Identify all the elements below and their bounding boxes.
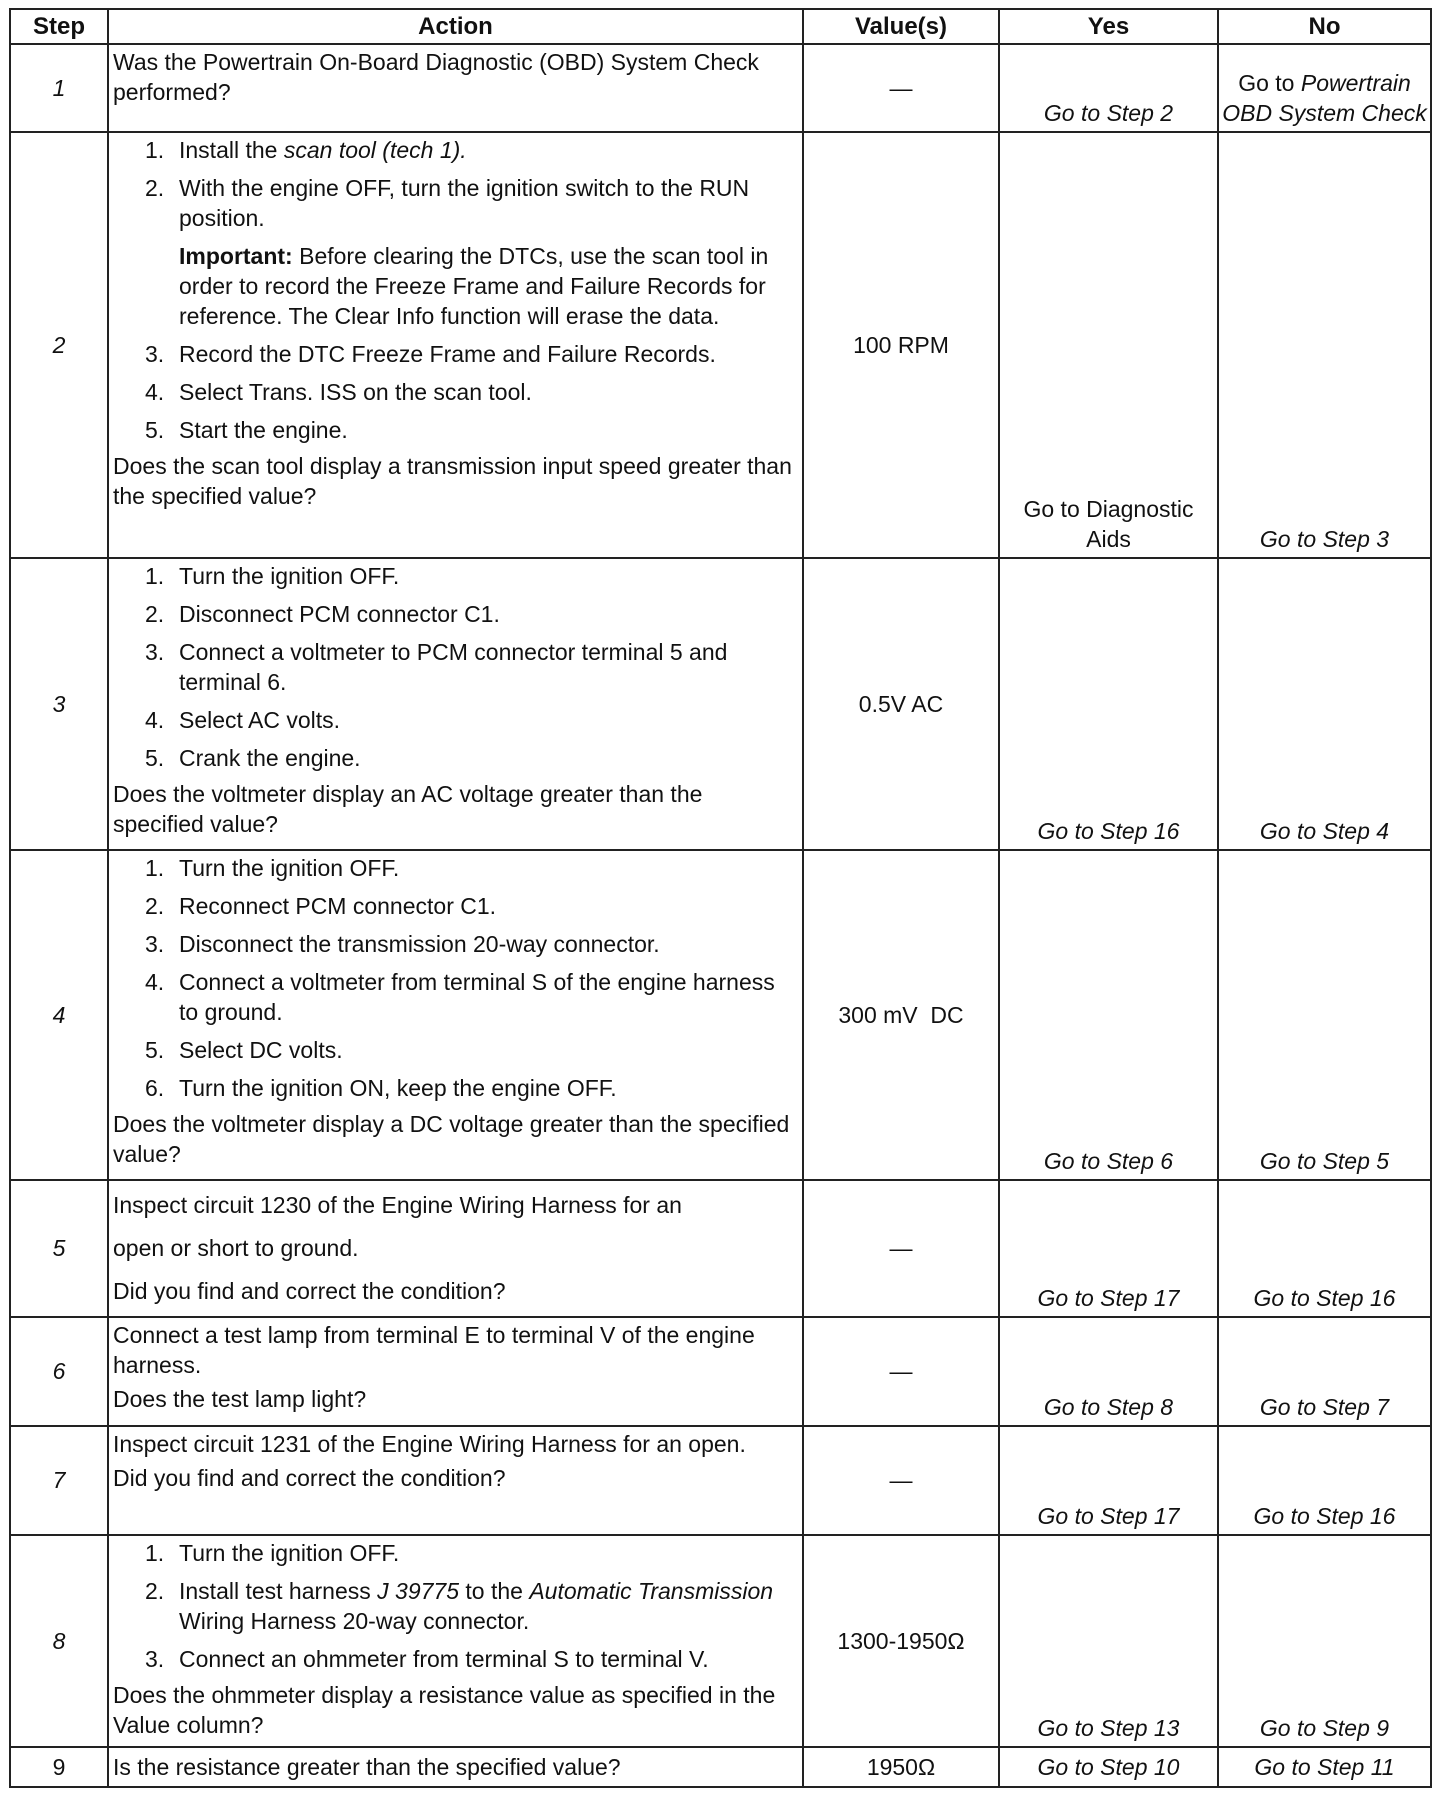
step-number: 3 — [10, 558, 108, 850]
action-text: Inspect circuit 1231 of the Engine Wiring Harness for an open. — [113, 1431, 746, 1457]
list-item — [113, 377, 794, 407]
yes-cell: Go to Step 17 — [999, 1426, 1218, 1535]
header-step: Step — [10, 9, 108, 44]
table-row — [10, 1317, 1431, 1426]
yes-cell: Go to Step 16 — [999, 558, 1218, 850]
item-number: 6. — [145, 1075, 165, 1101]
item-text: Select AC volts. — [179, 707, 341, 733]
item-text: Select DC volts. — [179, 1037, 343, 1063]
no-cell: Go to Step 9 — [1218, 1535, 1431, 1747]
item-text: Disconnect PCM connector C1. — [179, 601, 500, 627]
item-text: Record the DTC Freeze Frame and Failure Records. — [179, 341, 716, 367]
item-number: 5. — [145, 745, 165, 771]
table-row — [10, 1535, 1431, 1747]
step-number: 1 — [10, 44, 108, 132]
item-number: 1. — [145, 563, 165, 589]
no-cell: Go to Step 4 — [1218, 558, 1431, 850]
list-item — [113, 1644, 794, 1674]
item-text-italic: J 39775 — [377, 1578, 460, 1604]
action-question: Does the voltmeter display a DC voltage greater than the specified value? — [113, 1111, 790, 1167]
step-number: 7 — [10, 1426, 108, 1535]
action-list — [113, 561, 794, 773]
value-cell: 100 RPM — [803, 132, 999, 558]
action-line: open or short to ground. — [113, 1234, 359, 1261]
item-text: Wiring Harness 20-way connector. — [179, 1608, 530, 1634]
item-number: 2. — [145, 601, 165, 627]
header-no: No — [1218, 9, 1431, 44]
list-item — [113, 967, 794, 1027]
item-text: Connect an ohmmeter from terminal S to terminal V. — [179, 1646, 709, 1672]
list-item — [113, 1576, 794, 1636]
action-cell — [108, 558, 803, 850]
item-number: 4. — [145, 969, 165, 995]
item-number: 2. — [145, 1578, 165, 1604]
action-list — [113, 339, 794, 445]
step-number: 6 — [10, 1317, 108, 1426]
item-number: 1. — [145, 137, 165, 163]
item-text: Install the — [179, 137, 284, 163]
no-cell: Go to Step 3 — [1218, 132, 1431, 558]
no-cell — [1218, 44, 1431, 132]
no-cell: Go to Step 16 — [1218, 1180, 1431, 1317]
action-cell — [108, 132, 803, 558]
list-item — [113, 853, 794, 883]
action-question: Did you find and correct the condition? — [113, 1277, 506, 1304]
yes-cell: Go to Step 6 — [999, 850, 1218, 1180]
item-text: Turn the ignition OFF. — [179, 563, 400, 589]
value-cell: — — [803, 1180, 999, 1317]
list-item — [113, 705, 794, 735]
header-yes: Yes — [999, 9, 1218, 44]
list-item — [113, 1035, 794, 1065]
step-number: 9 — [10, 1747, 108, 1787]
item-number: 5. — [145, 1037, 165, 1063]
value-cell: 1300-1950Ω — [803, 1535, 999, 1747]
yes-cell: Go to Diagnostic Aids — [999, 132, 1218, 558]
table-row — [10, 1747, 1431, 1787]
header-action: Action — [108, 9, 803, 44]
list-item — [113, 561, 794, 591]
value-cell: 300 mV DC — [803, 850, 999, 1180]
action-cell — [108, 1535, 803, 1747]
action-question: Does the voltmeter display an AC voltage greater than the specified value? — [113, 781, 703, 837]
item-text: Turn the ignition OFF. — [179, 1540, 400, 1566]
action-question: Is the resistance greater than the specified value? — [113, 1753, 621, 1780]
action-list — [113, 853, 794, 1103]
item-text: Select Trans. ISS on the scan tool. — [179, 379, 532, 405]
action-question: Did you find and correct the condition? — [113, 1465, 506, 1491]
list-item — [113, 1538, 794, 1568]
item-text: Turn the ignition ON, keep the engine OFF. — [179, 1075, 617, 1101]
action-cell — [108, 850, 803, 1180]
yes-cell: Go to Step 17 — [999, 1180, 1218, 1317]
action-question: Does the test lamp light? — [113, 1386, 367, 1412]
value-cell: — — [803, 1426, 999, 1535]
value-cell: 1950Ω — [803, 1747, 999, 1787]
header-values: Value(s) — [803, 9, 999, 44]
header-row — [10, 9, 1431, 44]
no-cell: Go to Step 11 — [1218, 1747, 1431, 1787]
diagnostic-table-page — [9, 8, 1430, 1788]
value-cell: 0.5V AC — [803, 558, 999, 850]
action-question: Does the scan tool display a transmission input speed greater than the specified value? — [113, 453, 792, 509]
item-number: 2. — [145, 893, 165, 919]
item-text: Start the engine. — [179, 417, 348, 443]
action-list — [113, 1538, 794, 1674]
item-number: 3. — [145, 931, 165, 957]
item-text-italic: Automatic Transmission — [529, 1578, 774, 1604]
action-list — [113, 135, 794, 233]
no-link-text: Powertrain OBD System Check — [1222, 70, 1427, 126]
item-number: 1. — [145, 1540, 165, 1566]
step-number: 5 — [10, 1180, 108, 1317]
item-number: 3. — [145, 341, 165, 367]
action-cell — [108, 1426, 803, 1535]
list-item — [113, 339, 794, 369]
table-row — [10, 44, 1431, 132]
table-row — [10, 1426, 1431, 1535]
step-number: 2 — [10, 132, 108, 558]
list-item — [113, 599, 794, 629]
list-item — [113, 637, 794, 697]
list-item — [113, 891, 794, 921]
item-number: 4. — [145, 707, 165, 733]
action-cell — [108, 1180, 803, 1317]
item-number: 5. — [145, 417, 165, 443]
table-row — [10, 850, 1431, 1180]
value-cell: — — [803, 1317, 999, 1426]
no-cell: Go to Step 7 — [1218, 1317, 1431, 1426]
item-text: Install test harness — [179, 1578, 378, 1604]
item-number: 4. — [145, 379, 165, 405]
action-question: Was the Powertrain On-Board Diagnostic (OBD) System Check performed? — [113, 49, 759, 105]
list-item — [113, 1073, 794, 1103]
item-number: 1. — [145, 855, 165, 881]
value-cell: — — [803, 44, 999, 132]
no-prefix: Go to — [1238, 70, 1301, 96]
action-line: Inspect circuit 1230 of the Engine Wiring Harness for an — [113, 1191, 682, 1218]
list-item — [113, 135, 794, 165]
item-text-italic: scan tool (tech 1). — [283, 137, 467, 163]
list-item — [113, 743, 794, 773]
table-row — [10, 558, 1431, 850]
yes-cell: Go to Step 8 — [999, 1317, 1218, 1426]
yes-cell: Go to Step 2 — [999, 44, 1218, 132]
yes-cell: Go to Step 13 — [999, 1535, 1218, 1747]
yes-cell: Go to Step 10 — [999, 1747, 1218, 1787]
item-text: to the — [459, 1578, 530, 1604]
no-cell: Go to Step 16 — [1218, 1426, 1431, 1535]
item-text: With the engine OFF, turn the ignition switch to the RUN position. — [179, 175, 750, 231]
action-cell — [108, 1317, 803, 1426]
item-number: 2. — [145, 175, 165, 201]
item-number: 3. — [145, 1646, 165, 1672]
action-question: Does the ohmmeter display a resistance value as specified in the Value column? — [113, 1682, 776, 1738]
list-item — [113, 415, 794, 445]
table-row — [10, 1180, 1431, 1317]
item-text: Crank the engine. — [179, 745, 361, 771]
item-text: Disconnect the transmission 20-way connector. — [179, 931, 660, 957]
step-number: 8 — [10, 1535, 108, 1747]
diagnostic-table — [9, 8, 1432, 1788]
action-cell — [108, 1747, 803, 1787]
no-cell: Go to Step 5 — [1218, 850, 1431, 1180]
table-row — [10, 132, 1431, 558]
important-note — [113, 241, 794, 331]
item-text: Reconnect PCM connector C1. — [179, 893, 497, 919]
important-label: Important: — [179, 243, 293, 269]
list-item — [113, 173, 794, 233]
item-number: 3. — [145, 639, 165, 665]
step-number: 4 — [10, 850, 108, 1180]
action-cell — [108, 44, 803, 132]
item-text: Connect a voltmeter to PCM connector terminal 5 and terminal 6. — [179, 639, 728, 695]
important-text: Before clearing the DTCs, use the scan tool in order to record the Freeze Frame and Failure Records for reference. The Clear Info function will erase the data. — [179, 243, 769, 329]
action-text: Connect a test lamp from terminal E to terminal V of the engine harness. — [113, 1322, 755, 1378]
item-text: Turn the ignition OFF. — [179, 855, 400, 881]
item-text: Connect a voltmeter from terminal S of the engine harness to ground. — [179, 969, 775, 1025]
list-item — [113, 929, 794, 959]
